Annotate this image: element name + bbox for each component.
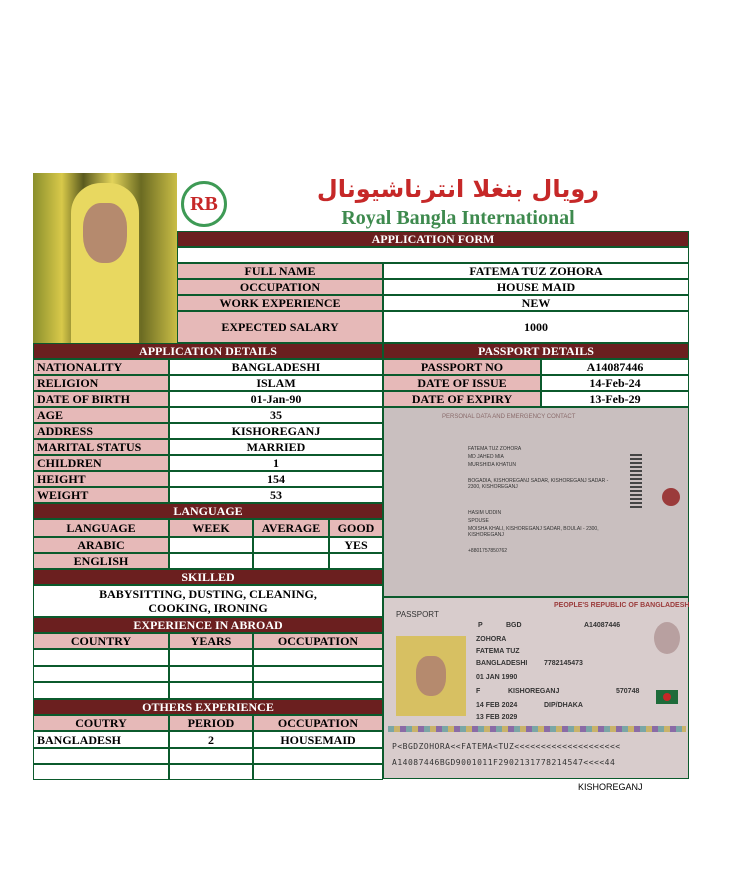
skilled-title: SKILLED — [33, 569, 383, 585]
passport-scan-heading: PERSONAL DATA AND EMERGENCY CONTACT — [442, 414, 576, 420]
others-experience-cell — [253, 764, 383, 780]
detail-value: 35 — [169, 407, 383, 423]
others-experience-header: OCCUPATION — [253, 715, 383, 731]
passport-scan-surname: ZOHORA — [476, 636, 507, 643]
detail-value: ISLAM — [169, 375, 383, 391]
detail-value: MARRIED — [169, 439, 383, 455]
others-experience-period: 2 — [169, 731, 253, 748]
language-name: ENGLISH — [33, 553, 169, 569]
experience-abroad-cell — [33, 649, 169, 666]
passport-scan-authority: DIP/DHAKA — [544, 702, 583, 709]
detail-value: KISHOREGANJ — [169, 423, 383, 439]
passport-scan-name: FATEMA TUZ ZOHORA — [468, 446, 522, 452]
language-header: WEEK — [169, 519, 253, 537]
skilled-line: COOKING, IRONING — [148, 601, 268, 615]
summary-value: 1000 — [383, 311, 689, 343]
others-experience-cell — [169, 764, 253, 780]
experience-abroad-cell — [169, 682, 253, 699]
detail-label: HEIGHT — [33, 471, 169, 487]
detail-value: 01-Jan-90 — [169, 391, 383, 407]
form-title: APPLICATION FORM — [177, 231, 689, 247]
passport-mrz-line2: A14087446BGD9001011F2902131778214547<<<<44 — [392, 758, 616, 767]
experience-abroad-cell — [33, 666, 169, 682]
language-average — [253, 537, 329, 553]
language-good: YES — [329, 537, 383, 553]
experience-abroad-cell — [253, 649, 383, 666]
experience-abroad-header: YEARS — [169, 633, 253, 649]
experience-abroad-cell — [253, 666, 383, 682]
spacer-row — [177, 247, 689, 263]
others-experience-cell — [33, 764, 169, 780]
detail-label: ADDRESS — [33, 423, 169, 439]
others-experience-title: OTHERS EXPERIENCE — [33, 699, 383, 715]
passport-mrz-line1: P<BGDZOHORA<<FATEMA<TUZ<<<<<<<<<<<<<<<<<<<< — [392, 742, 621, 751]
passport-barcode-icon — [630, 454, 642, 508]
summary-value: NEW — [383, 295, 689, 311]
passport-scan-personal-no: 7782145473 — [544, 660, 583, 667]
language-header: GOOD — [329, 519, 383, 537]
detail-value: BANGLADESHI — [169, 359, 383, 375]
company-arabic-name: رويال بنغلا انترناشيونال — [316, 175, 600, 203]
others-experience-header: PERIOD — [169, 715, 253, 731]
experience-abroad-cell — [169, 649, 253, 666]
passport-scan-mother: MURSHIDA KHATUN — [468, 462, 516, 468]
passport-scan-code: BGD — [506, 622, 522, 629]
passport-value: A14087446 — [541, 359, 689, 375]
passport-scan-emergency-name: HASIM UDDIN — [468, 510, 502, 516]
summary-label: OCCUPATION — [177, 279, 383, 295]
passport-scan-prev-no: 570748 — [616, 688, 640, 695]
others-experience-header: COUTRY — [33, 715, 169, 731]
passport-scan-emergency-address: MOISHA KHALI, KISHOREGANJ SADAR, BOULAI - 2300, KISHOREGANJ — [468, 526, 599, 538]
passport-scan-sex: F — [476, 688, 481, 695]
language-week — [169, 537, 253, 553]
detail-label: DATE OF BIRTH — [33, 391, 169, 407]
skilled-content — [33, 585, 383, 617]
passport-scan-personal-page — [383, 407, 689, 597]
passport-scan-issue: 14 FEB 2024 — [476, 702, 518, 709]
passport-scan-number: A14087446 — [584, 622, 621, 629]
detail-value: 154 — [169, 471, 383, 487]
flag-icon — [656, 690, 678, 704]
language-header: LANGUAGE — [33, 519, 169, 537]
detail-label: AGE — [33, 407, 169, 423]
application-details-title: APPLICATION DETAILS — [33, 343, 383, 359]
passport-scan-birthplace: KISHOREGANJ — [508, 688, 560, 695]
experience-abroad-header: COUNTRY — [33, 633, 169, 649]
passport-scan-given: FATEMA TUZ — [476, 648, 520, 655]
language-title: LANGUAGE — [33, 503, 383, 519]
language-average — [253, 553, 329, 569]
passport-label: PASSPORT NO — [383, 359, 541, 375]
company-header — [177, 173, 689, 231]
experience-abroad-cell — [33, 682, 169, 699]
applicant-face — [83, 203, 127, 263]
passport-scan-data-page — [383, 597, 689, 779]
detail-label: WEIGHT — [33, 487, 169, 503]
experience-abroad-cell — [253, 682, 383, 699]
applicant-photo — [33, 173, 177, 343]
footer-location: KISHOREGANJ — [578, 782, 643, 792]
others-experience-country: BANGLADESH — [33, 731, 169, 748]
passport-ghost-photo-icon — [654, 622, 680, 654]
passport-scan-type: P — [478, 622, 483, 629]
language-week — [169, 553, 253, 569]
experience-abroad-cell — [169, 666, 253, 682]
others-experience-occupation: HOUSEMAID — [253, 731, 383, 748]
company-name: Royal Bangla International — [341, 207, 575, 229]
detail-label: NATIONALITY — [33, 359, 169, 375]
passport-scan-telephone: +8801757850762 — [468, 548, 508, 554]
detail-value: 53 — [169, 487, 383, 503]
passport-hologram-strip — [388, 726, 686, 732]
passport-label: DATE OF EXPIRY — [383, 391, 541, 407]
summary-label: EXPECTED SALARY — [177, 311, 383, 343]
others-experience-cell — [169, 748, 253, 764]
passport-scan-nationality: BANGLADESHI — [476, 660, 528, 667]
passport-scan-address: BOGADIA, KISHOREGANJ SADAR, KISHOREGANJ SADAR - 2300, KISHOREGANJ — [468, 478, 609, 490]
language-header: AVERAGE — [253, 519, 329, 537]
passport-scan-relationship: SPOUSE — [468, 518, 489, 524]
passport-value: 14-Feb-24 — [541, 375, 689, 391]
others-experience-cell — [253, 748, 383, 764]
language-name: ARABIC — [33, 537, 169, 553]
passport-scan-father: MD JAHED MIA — [468, 454, 504, 460]
company-logo — [181, 181, 227, 227]
passport-scan-banner: PEOPLE'S REPUBLIC OF BANGLADESH — [554, 602, 690, 609]
summary-value: FATEMA TUZ ZOHORA — [383, 263, 689, 279]
summary-label: FULL NAME — [177, 263, 383, 279]
skilled-line: BABYSITTING, DUSTING, CLEANING, — [99, 587, 317, 601]
summary-value: HOUSE MAID — [383, 279, 689, 295]
summary-label: WORK EXPERIENCE — [177, 295, 383, 311]
experience-abroad-header: OCCUPATION — [253, 633, 383, 649]
detail-value: 1 — [169, 455, 383, 471]
passport-scan-expiry: 13 FEB 2029 — [476, 714, 518, 721]
passport-scan-dob: 01 JAN 1990 — [476, 674, 518, 681]
detail-label: MARITAL STATUS — [33, 439, 169, 455]
language-good — [329, 553, 383, 569]
passport-label: DATE OF ISSUE — [383, 375, 541, 391]
detail-label: RELIGION — [33, 375, 169, 391]
passport-value: 13-Feb-29 — [541, 391, 689, 407]
passport-details-title: PASSPORT DETAILS — [383, 343, 689, 359]
passport-seal-icon — [662, 488, 680, 506]
passport-scan-label: PASSPORT — [396, 610, 439, 619]
others-experience-cell — [33, 748, 169, 764]
logo-letters: RB — [190, 192, 218, 215]
experience-abroad-title: EXPERIENCE IN ABROAD — [33, 617, 383, 633]
detail-label: CHILDREN — [33, 455, 169, 471]
passport-photo — [396, 636, 466, 716]
